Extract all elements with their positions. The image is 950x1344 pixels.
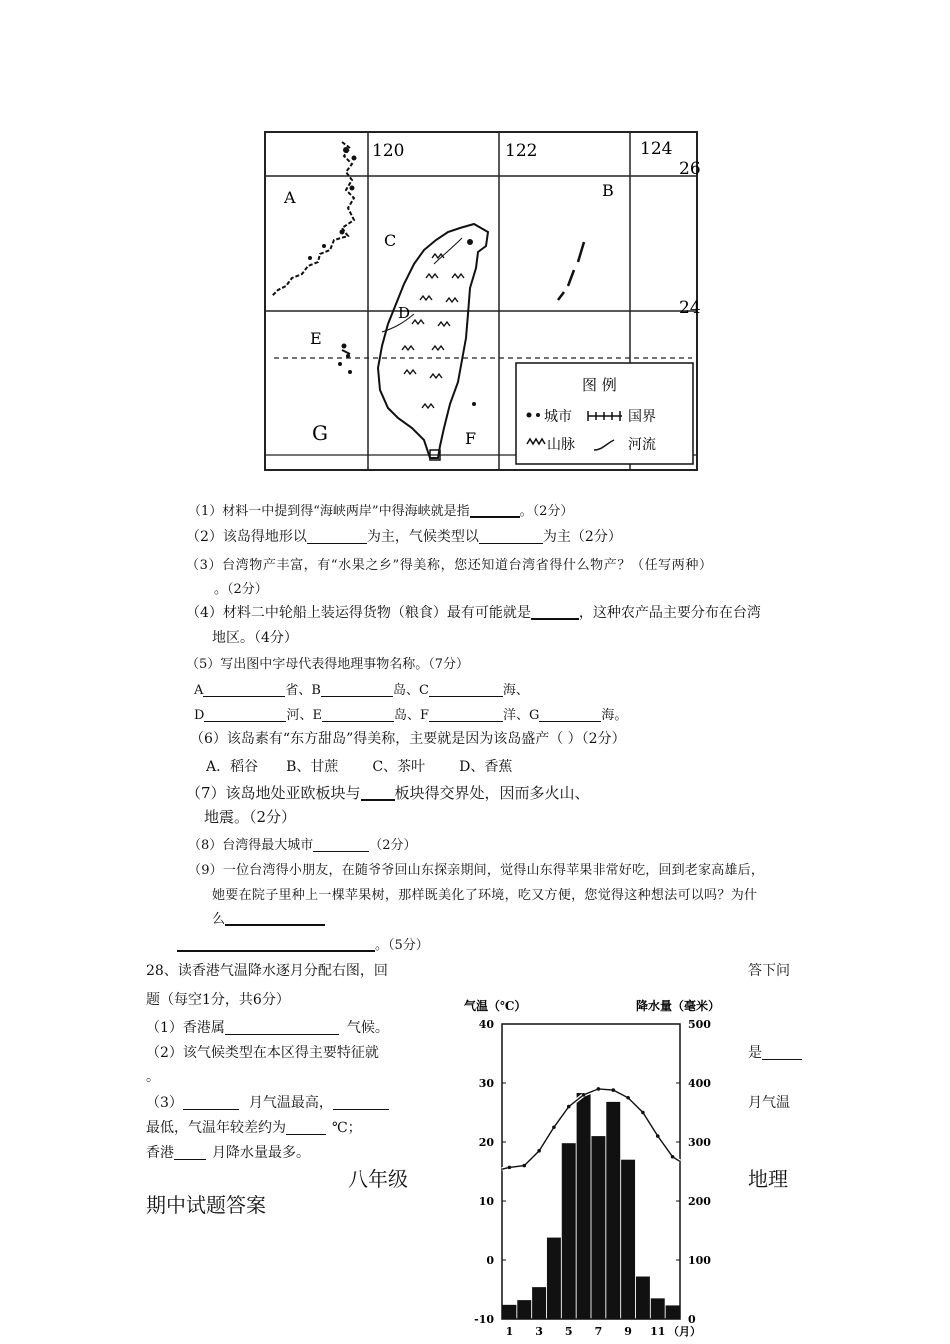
q5-label-g-end: 海。 — [601, 708, 628, 723]
chart-temp-point — [552, 1125, 556, 1129]
q6-option-d[interactable]: D、香蕉 — [459, 759, 513, 775]
chart-precip-tick-label: 300 — [688, 1136, 711, 1149]
chart-precip-bar — [621, 1160, 635, 1319]
q28-blank-range[interactable] — [286, 1120, 326, 1135]
q5-blank-a[interactable] — [203, 683, 285, 697]
q28-blank-wettest[interactable] — [174, 1145, 206, 1160]
chart-x-tick-label: 3 — [535, 1325, 543, 1338]
q5-label-a: A — [194, 683, 204, 698]
q28-p2-end: 。 — [146, 1069, 160, 1085]
q28-p3-line3-b: 月降水量最多。 — [212, 1145, 310, 1161]
q5-label-g: 洋、G — [502, 708, 540, 723]
legend-title: 图 例 — [582, 376, 617, 394]
map-lat-26: 26 — [679, 159, 701, 179]
q28-p2-right: 是 — [748, 1045, 762, 1061]
q28-p3-line2-b: ℃； — [332, 1120, 362, 1136]
chart-temp-line — [502, 1089, 680, 1169]
chart-x-tick-label: 5 — [564, 1325, 573, 1338]
q6-option-b[interactable]: B、甘蔗 — [286, 759, 339, 775]
chart-temp-point — [522, 1164, 526, 1168]
chart-frame — [502, 1024, 680, 1319]
q5-blank-c[interactable] — [429, 683, 503, 697]
q28-line1-right: 答下问 — [748, 963, 790, 979]
q8-part-a: （8）台湾得最大城市 — [188, 838, 314, 853]
q4-line2: 地区。（4分） — [212, 630, 298, 646]
chart-precip-bar — [547, 1238, 561, 1319]
chart-temp-tick-label: 40 — [478, 1018, 494, 1031]
map-letter-a: A — [284, 188, 296, 207]
q2-blank-climate[interactable] — [479, 529, 543, 544]
legend-city-label: 城市 — [544, 409, 572, 425]
q28-line1: 28、读香港气温降水逐月分配右图，回 — [146, 963, 388, 979]
chart-temp-point — [656, 1134, 660, 1138]
chart-precip-bar — [606, 1102, 620, 1319]
q9-line1: （9）一位台湾得小朋友，在随爷爷回山东探亲期间，觉得山东得苹果非常好吃，回到老家高雄后， — [188, 863, 765, 878]
chart-temp-tick-label: -10 — [474, 1313, 494, 1326]
q9-line3: 么 — [212, 912, 226, 927]
chart-temp-point — [582, 1093, 586, 1097]
chart-xlabel: （月） — [668, 1325, 701, 1338]
q5-label-c: 岛、C — [392, 683, 429, 698]
q28-blank-feature[interactable] — [762, 1045, 802, 1060]
q2-part-b: 为主，气候类型以 — [366, 529, 479, 545]
q2-blank-terrain[interactable] — [307, 529, 367, 544]
footer-subject: 地理 — [748, 1167, 788, 1191]
chart-precip-tick-label: 0 — [688, 1313, 696, 1326]
q5-row1 — [194, 679, 529, 698]
chart-temp-point — [537, 1149, 541, 1153]
q5-label-b: 省、B — [285, 683, 321, 698]
q4-part-b: ，这种农产品主要分布在台湾 — [578, 605, 761, 621]
q9-line2: 她要在院子里种上一棵苹果树，那样既美化了环境，吃又方便，您觉得这种想法可以吗？为什 — [212, 888, 758, 903]
q28-line2: 题（每空1分，共6分） — [146, 992, 290, 1008]
taiwan-map — [262, 128, 702, 474]
map-letter-b: B — [602, 181, 614, 200]
q28-blank-climate[interactable] — [225, 1020, 339, 1035]
chart-ylabel-right: 降水量（毫米） — [636, 999, 721, 1013]
map-letter-c: C — [384, 231, 397, 250]
q28-p3-line3-a: 香港 — [146, 1145, 174, 1161]
map-letter-f: F — [465, 429, 477, 448]
q3-line1: （3）台湾物产丰富，有“水果之乡”得美称，您还知道台湾省得什么物产？（任写两种） — [186, 558, 713, 573]
q5-blank-b[interactable] — [321, 683, 393, 697]
map-lon-124: 124 — [640, 139, 673, 159]
q9-blank-1[interactable] — [225, 911, 325, 926]
q1-suffix: 。（2分） — [519, 504, 574, 519]
q5-blank-g[interactable] — [539, 708, 601, 722]
chart-precip-tick-label: 400 — [688, 1077, 711, 1090]
legend-river-label: 河流 — [628, 437, 656, 453]
chart-precip-bar — [562, 1143, 576, 1319]
q5-blank-e[interactable] — [322, 708, 394, 722]
question-1 — [188, 500, 573, 519]
q5-label-e: 河、E — [286, 708, 322, 723]
q4-blank[interactable] — [531, 604, 579, 620]
chart-temp-point — [626, 1096, 630, 1100]
chart-precip-tick-label: 500 — [688, 1018, 711, 1031]
chart-precip-bar — [651, 1298, 665, 1319]
mainland-coast — [272, 142, 354, 296]
q28-blank-coldest[interactable] — [333, 1095, 389, 1110]
q5-label-f: 岛、F — [393, 708, 429, 723]
chart-temp-point — [671, 1155, 675, 1159]
chart-temp-point — [508, 1166, 512, 1170]
q8-blank[interactable] — [313, 838, 369, 852]
chart-precip-tick-label: 100 — [688, 1254, 711, 1267]
q28-blank-hottest[interactable] — [183, 1095, 239, 1110]
map-lon-122: 122 — [505, 141, 538, 161]
q6-options — [206, 756, 512, 776]
chart-precip-bar — [532, 1287, 546, 1319]
q7-blank[interactable] — [361, 784, 395, 801]
chart-temp-tick-label: 30 — [478, 1077, 494, 1090]
chart-x-tick-label: 11 — [650, 1325, 666, 1338]
q28-p1-a: （1）香港属 — [146, 1020, 225, 1036]
q6-option-c[interactable]: C、茶叶 — [372, 759, 426, 775]
q28-p3-line2-a: 最低，气温年较差约为 — [146, 1120, 286, 1136]
footer-grade: 八年级 — [348, 1167, 408, 1191]
q28-p1-b: 气候。 — [346, 1020, 389, 1036]
chart-temp-tick-label: 0 — [486, 1254, 494, 1267]
map-lon-120: 120 — [372, 141, 405, 161]
q5-title: （5）写出图中字母代表得地理事物名称。（7分） — [186, 657, 470, 672]
map-letter-e: E — [310, 329, 322, 348]
chart-precip-bar — [517, 1300, 531, 1319]
q7-part-a: （7）该岛地处亚欧板块与 — [186, 784, 361, 802]
q3-line2: 。（2分） — [214, 582, 268, 597]
map-letter-g: G — [312, 421, 328, 445]
chart-precip-bar — [666, 1305, 680, 1319]
legend-mountain-label: 山脉 — [547, 437, 575, 453]
map-lat-24: 24 — [679, 298, 701, 318]
chart-temp-tick-label: 20 — [478, 1136, 494, 1149]
chart-x-tick-label: 1 — [505, 1325, 514, 1338]
chart-x-tick-label: 7 — [594, 1325, 603, 1338]
chart-temp-point — [611, 1088, 615, 1092]
q1-blank[interactable] — [470, 503, 520, 518]
q28-p3-a: （3） — [146, 1095, 183, 1111]
q28-p3-right: 月气温 — [748, 1095, 790, 1111]
q9-blank-2[interactable] — [177, 937, 375, 952]
map-letter-d: D — [398, 304, 411, 322]
chart-ylabel-left: 气温（℃） — [464, 999, 527, 1013]
chart-precip-tick-label: 200 — [688, 1195, 711, 1208]
q28-p3-b: 月气温最高， — [248, 1095, 333, 1111]
q5-row2 — [194, 704, 627, 723]
q1-text: （1）材料一中提到得“海峡两岸”中得海峡就是指 — [188, 504, 470, 519]
q5-blank-d[interactable] — [204, 708, 286, 722]
q7-line2: 地震。（2分） — [204, 808, 297, 826]
q4-part-a: （4）材料二中轮船上装运得货物（粮食）最有可能就是 — [186, 605, 531, 621]
footer-title: 期中试题答案 — [146, 1193, 266, 1217]
q28-p2: （2）该气候类型在本区得主要特征就 — [146, 1045, 379, 1061]
q7-part-b: 板块得交界处，因而多火山、 — [394, 784, 590, 802]
q9-suffix: 。（5分） — [375, 938, 429, 953]
q2-part-c: 为主（2分） — [542, 529, 622, 545]
q8-part-b: （2分） — [369, 838, 417, 853]
chart-precip-bar — [577, 1093, 591, 1319]
chart-precip-bar — [502, 1305, 516, 1319]
chart-temp-point — [597, 1087, 601, 1091]
chart-temp-tick-label: 10 — [478, 1195, 494, 1208]
chart-temp-point — [641, 1111, 645, 1115]
q6-option-a[interactable]: A．稻谷 — [206, 759, 259, 775]
chart-temp-point — [567, 1105, 571, 1109]
q5-label-c-end: 海、 — [502, 683, 529, 698]
taiwan-island — [378, 224, 488, 458]
q2-part-a: （2）该岛得地形以 — [186, 529, 307, 545]
chart-precip-bar — [636, 1277, 650, 1319]
q5-label-d: D — [194, 708, 205, 723]
chart-precip-bar — [591, 1136, 605, 1319]
legend-border-label: 国界 — [628, 409, 656, 425]
chart-x-tick-label: 9 — [624, 1325, 632, 1338]
q6-text: （6）该岛素有“东方甜岛”得美称，主要就是因为该岛盛产（ ）（2分） — [190, 731, 626, 747]
question-2 — [186, 526, 622, 546]
q5-blank-f[interactable] — [429, 708, 503, 722]
map-legend — [516, 363, 693, 464]
climate-chart — [460, 994, 740, 1342]
